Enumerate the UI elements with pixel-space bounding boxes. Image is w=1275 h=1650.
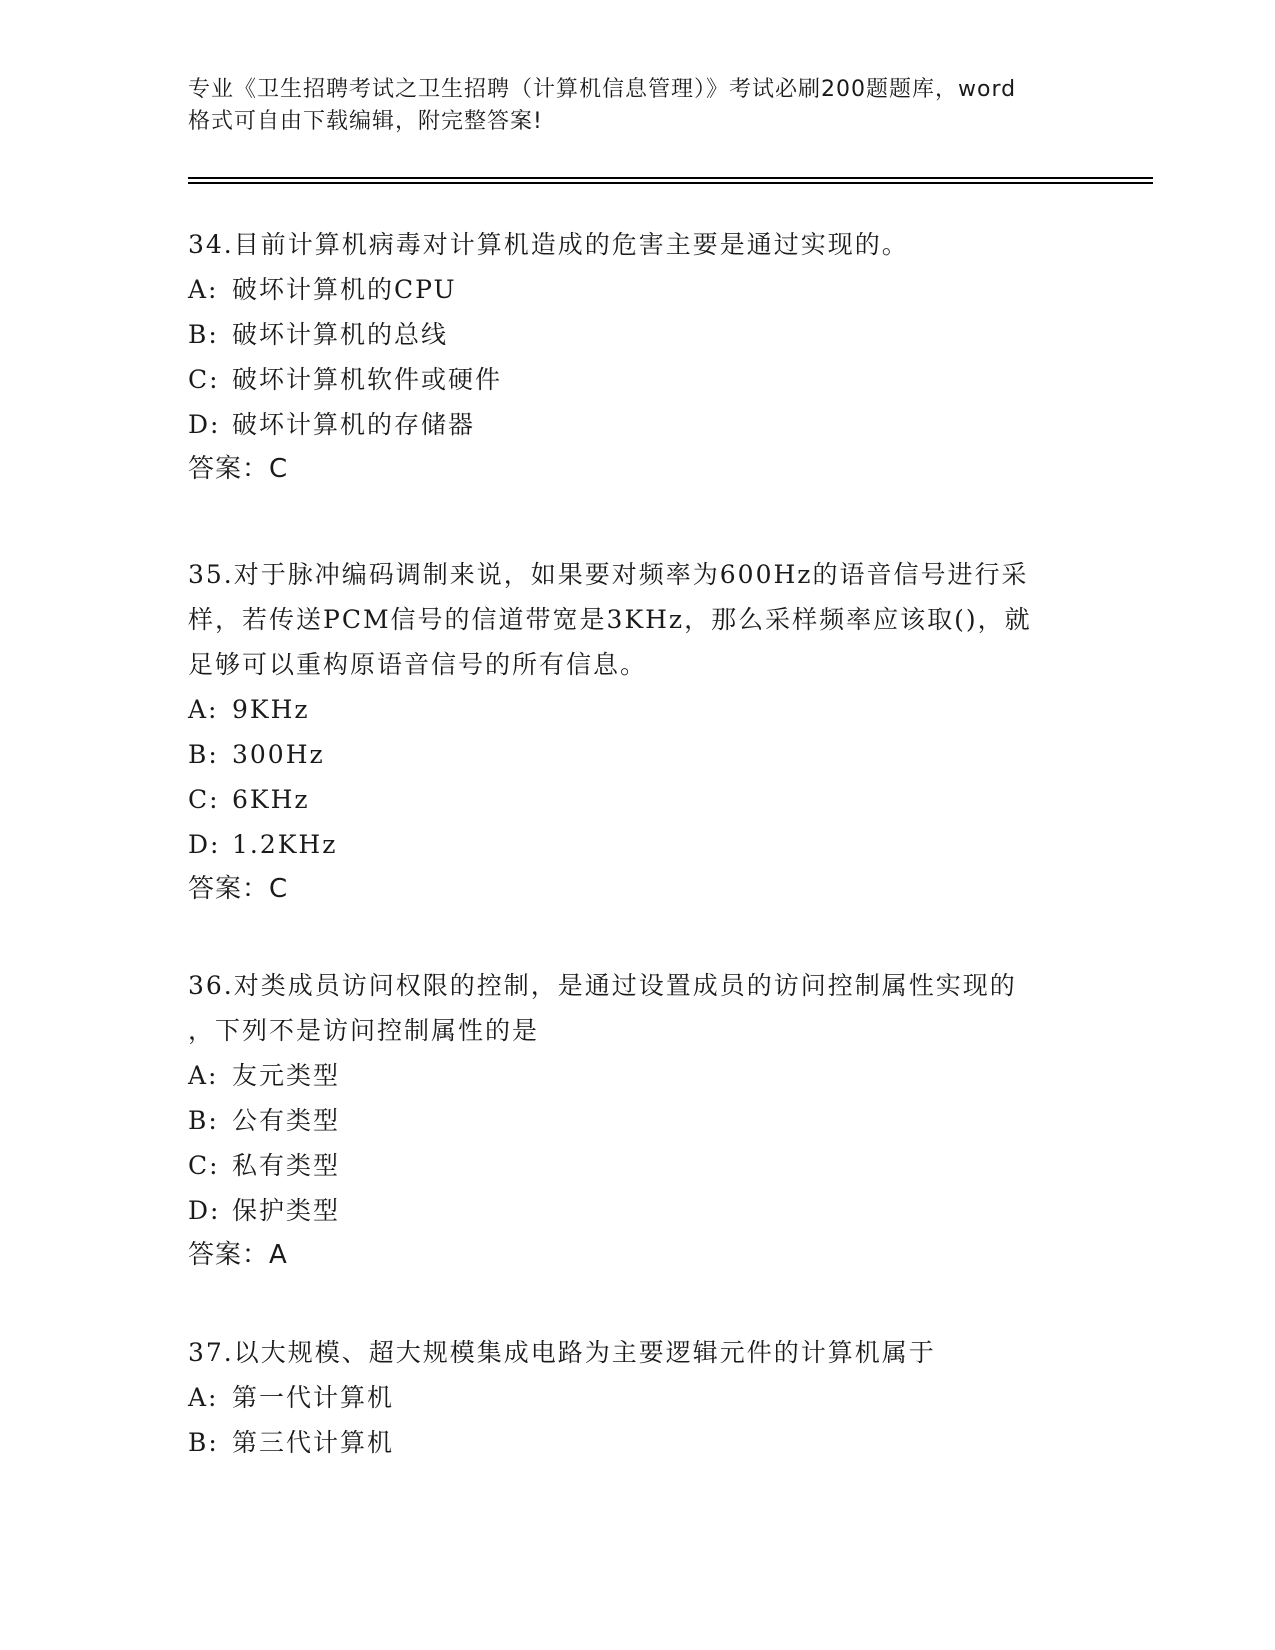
option-label: B:: [188, 1106, 219, 1135]
option-c: [188, 357, 1088, 402]
option-b: [188, 732, 1088, 777]
option-label: B:: [188, 740, 219, 769]
option-label: C:: [188, 365, 220, 394]
option-a: [188, 267, 1088, 312]
option-text: 300Hz: [232, 740, 325, 769]
option-text: 破坏计算机软件或硬件: [232, 365, 503, 394]
option-c: [188, 777, 1088, 822]
option-text: 第三代计算机: [232, 1428, 395, 1457]
header-line-1: 专业《卫生招聘考试之卫生招聘（计算机信息管理）》考试必刷200题题库，word: [188, 77, 1017, 102]
question-stem-line-2: ，下列不是访问控制属性的是: [188, 1016, 540, 1045]
option-label: A:: [188, 1383, 219, 1412]
option-label: C:: [188, 1151, 220, 1180]
answer-line: 答案：C: [188, 454, 289, 484]
option-b: [188, 1420, 1088, 1465]
option-text: 第一代计算机: [232, 1383, 395, 1412]
answer-line: 答案：A: [188, 1240, 288, 1270]
option-text: 友元类型: [232, 1061, 341, 1090]
option-label: C:: [188, 785, 220, 814]
option-label: D:: [188, 1196, 221, 1225]
question-35: [188, 552, 1088, 912]
option-text: 6KHz: [232, 785, 310, 814]
question-34: [188, 222, 1088, 492]
option-b: [188, 312, 1088, 357]
option-label: A:: [188, 695, 219, 724]
document-header: [188, 74, 1108, 138]
question-stem-line-1: 36.对类成员访问权限的控制，是通过设置成员的访问控制属性实现的: [188, 971, 1017, 1000]
option-label: B:: [188, 320, 219, 349]
option-c: [188, 1143, 1088, 1188]
header-line-2: 格式可自由下载编辑，附完整答案!: [188, 109, 543, 134]
question-36: [188, 963, 1088, 1278]
option-d: [188, 402, 1088, 447]
option-label: A:: [188, 275, 219, 304]
question-37: [188, 1330, 1088, 1465]
option-text: 9KHz: [232, 695, 310, 724]
option-b: [188, 1098, 1088, 1143]
question-stem: 37.以大规模、超大规模集成电路为主要逻辑元件的计算机属于: [188, 1338, 936, 1367]
header-divider-top: [188, 177, 1153, 179]
option-text: 公有类型: [232, 1106, 341, 1135]
question-stem-line-1: 35.对于脉冲编码调制来说，如果要对频率为600Hz的语音信号进行采: [188, 560, 1029, 589]
option-text: 1.2KHz: [232, 830, 338, 859]
question-stem: 34.目前计算机病毒对计算机造成的危害主要是通过实现的。: [188, 230, 909, 259]
header-divider-bottom: [188, 182, 1153, 184]
option-a: [188, 687, 1088, 732]
option-text: 破坏计算机的总线: [232, 320, 449, 349]
answer-line: 答案：C: [188, 874, 289, 904]
option-a: [188, 1053, 1088, 1098]
option-label: B:: [188, 1428, 219, 1457]
question-stem-line-2: 样，若传送PCM信号的信道带宽是3KHz，那么采样频率应该取()，就: [188, 605, 1032, 634]
option-text: 破坏计算机的CPU: [232, 275, 457, 304]
option-label: A:: [188, 1061, 219, 1090]
option-text: 私有类型: [232, 1151, 341, 1180]
question-stem-line-3: 足够可以重构原语音信号的所有信息。: [188, 650, 648, 679]
option-d: [188, 822, 1088, 867]
option-d: [188, 1188, 1088, 1233]
option-text: 保护类型: [232, 1196, 341, 1225]
option-text: 破坏计算机的存储器: [232, 410, 476, 439]
option-label: D:: [188, 410, 221, 439]
option-a: [188, 1375, 1088, 1420]
option-label: D:: [188, 830, 221, 859]
